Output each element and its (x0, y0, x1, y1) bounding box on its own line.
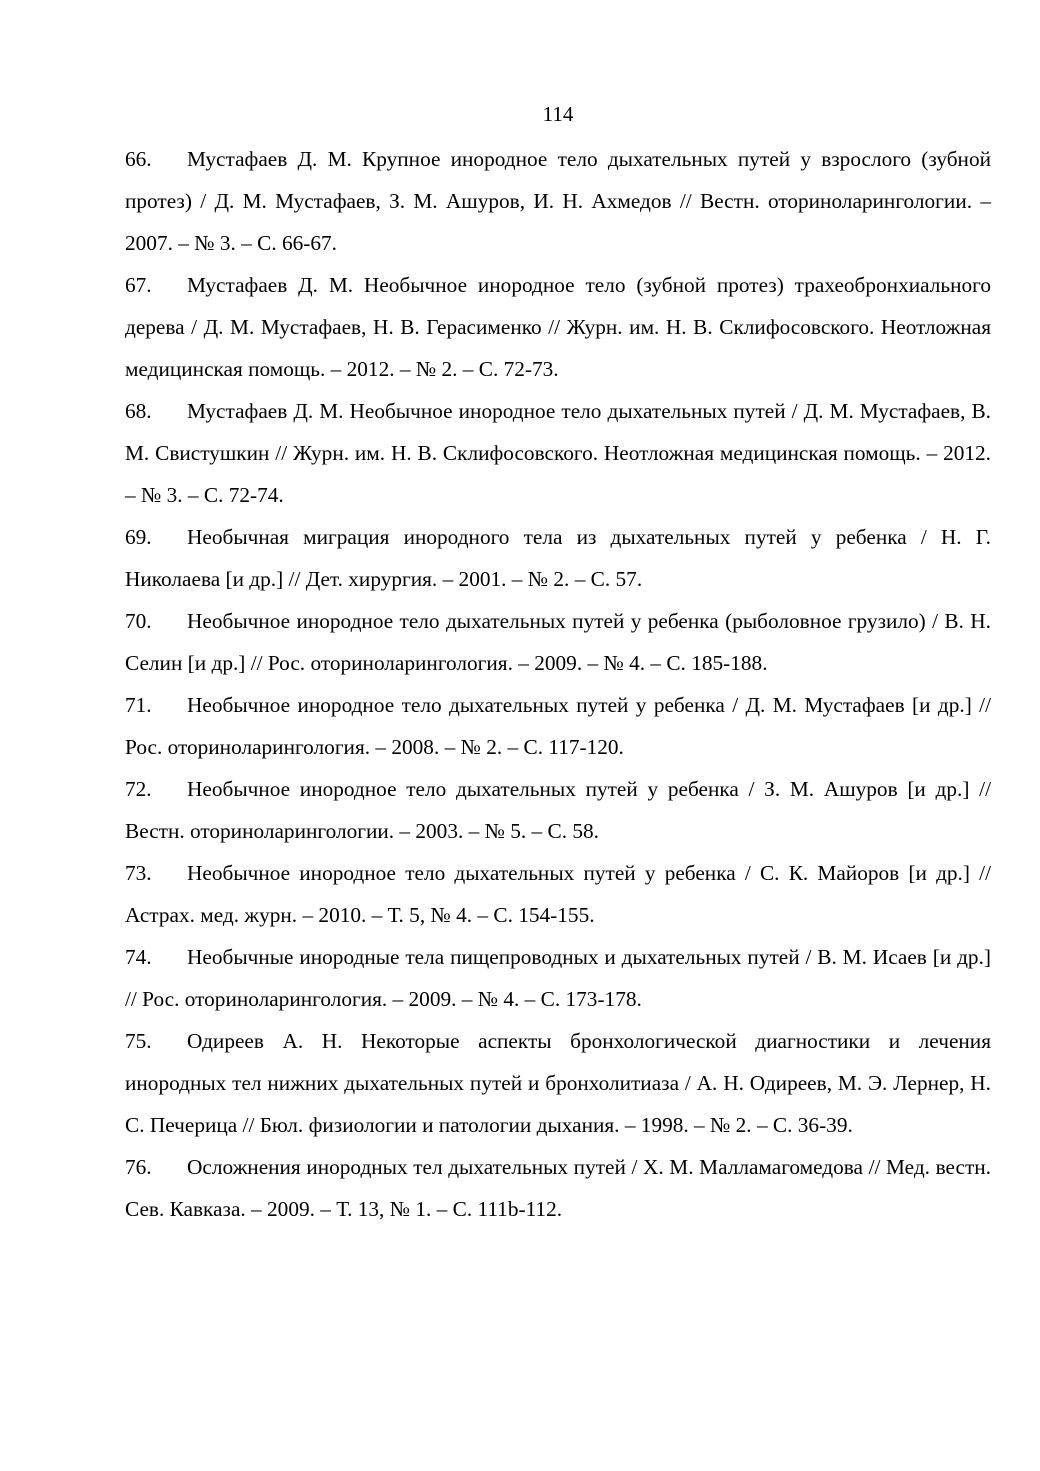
reference-item (125, 1146, 991, 1230)
reference-text: Необычное инородное тело дыхательных путей у ребенка / С. К. Майоров [и др.] // Астрах. мед. журн. – 2010. – Т. 5, № 4. – С. 154-155. (125, 861, 991, 927)
reference-number: 70. (125, 609, 152, 633)
reference-text: Мустафаев Д. М. Необычное инородное тело (зубной протез) трахеобронхиального дерева / Д. М. Мустафаев, Н. В. Герасименко // Журн. им. Н. В. Склифосовского. Неотложная медицинская помощь. – 2012. – № 2. – С. 72-73. (125, 273, 991, 381)
reference-text: Необычные инородные тела пищепроводных и дыхательных путей / В. М. Исаев [и др.] // Рос. оториноларингология. – 2009. – № 4. – С. 173-178. (125, 945, 991, 1011)
reference-text: Необычное инородное тело дыхательных путей у ребенка / Д. М. Мустафаев [и др.] // Рос. оториноларингология. – 2008. – № 2. – С. 117-120. (125, 693, 991, 759)
reference-number: 67. (125, 273, 152, 297)
reference-text: Необычная миграция инородного тела из дыхательных путей у ребенка / Н. Г. Николаева [и др.] // Дет. хирургия. – 2001. – № 2. – С. 57. (125, 525, 991, 591)
reference-number: 75. (125, 1029, 152, 1053)
reference-number: 66. (125, 147, 152, 171)
reference-list (125, 138, 991, 1230)
reference-item (125, 684, 991, 768)
reference-number: 69. (125, 525, 152, 549)
reference-item (125, 852, 991, 936)
reference-number: 71. (125, 693, 152, 717)
reference-item (125, 936, 991, 1020)
reference-text: Одиреев А. Н. Некоторые аспекты бронхологической диагностики и лечения инородных тел нижних дыхательных путей и бронхолитиаза / А. Н. Одиреев, М. Э. Лернер, Н. С. Печерица // Бюл. физиологии и патологии дыхания. – 1998. – № 2. – С. 36-39. (125, 1029, 991, 1137)
reference-text: Осложнения инородных тел дыхательных путей / Х. М. Малламагомедова // Мед. вестн. Сев. Кавказа. – 2009. – Т. 13, № 1. – С. 111b-112. (125, 1155, 991, 1221)
reference-number: 76. (125, 1155, 152, 1179)
page-number: 114 (542, 102, 574, 126)
reference-text: Мустафаев Д. М. Крупное инородное тело дыхательных путей у взрослого (зубной протез) / Д. М. Мустафаев, З. М. Ашуров, И. Н. Ахмедов // Вестн. оториноларингологии. – 2007. – № 3. – С. 66-67. (125, 147, 991, 255)
reference-item (125, 390, 991, 516)
reference-text: Мустафаев Д. М. Необычное инородное тело дыхательных путей / Д. М. Мустафаев, В. М. Свистушкин // Журн. им. Н. В. Склифосовского. Неотложная медицинская помощь. – 2012. – № 3. – С. 72-74. (125, 399, 991, 507)
reference-text: Необычное инородное тело дыхательных путей у ребенка / З. М. Ашуров [и др.] // Вестн. оториноларингологии. – 2003. – № 5. – С. 58. (125, 777, 991, 843)
reference-item (125, 138, 991, 264)
reference-item (125, 516, 991, 600)
reference-item (125, 264, 991, 390)
reference-number: 68. (125, 399, 152, 423)
reference-item (125, 768, 991, 852)
reference-item (125, 600, 991, 684)
reference-number: 72. (125, 777, 152, 801)
reference-item (125, 1020, 991, 1146)
reference-text: Необычное инородное тело дыхательных путей у ребенка (рыболовное грузило) / В. Н. Селин [и др.] // Рос. оториноларингология. – 2009. – № 4. – С. 185-188. (125, 609, 991, 675)
reference-number: 74. (125, 945, 152, 969)
reference-number: 73. (125, 861, 152, 885)
